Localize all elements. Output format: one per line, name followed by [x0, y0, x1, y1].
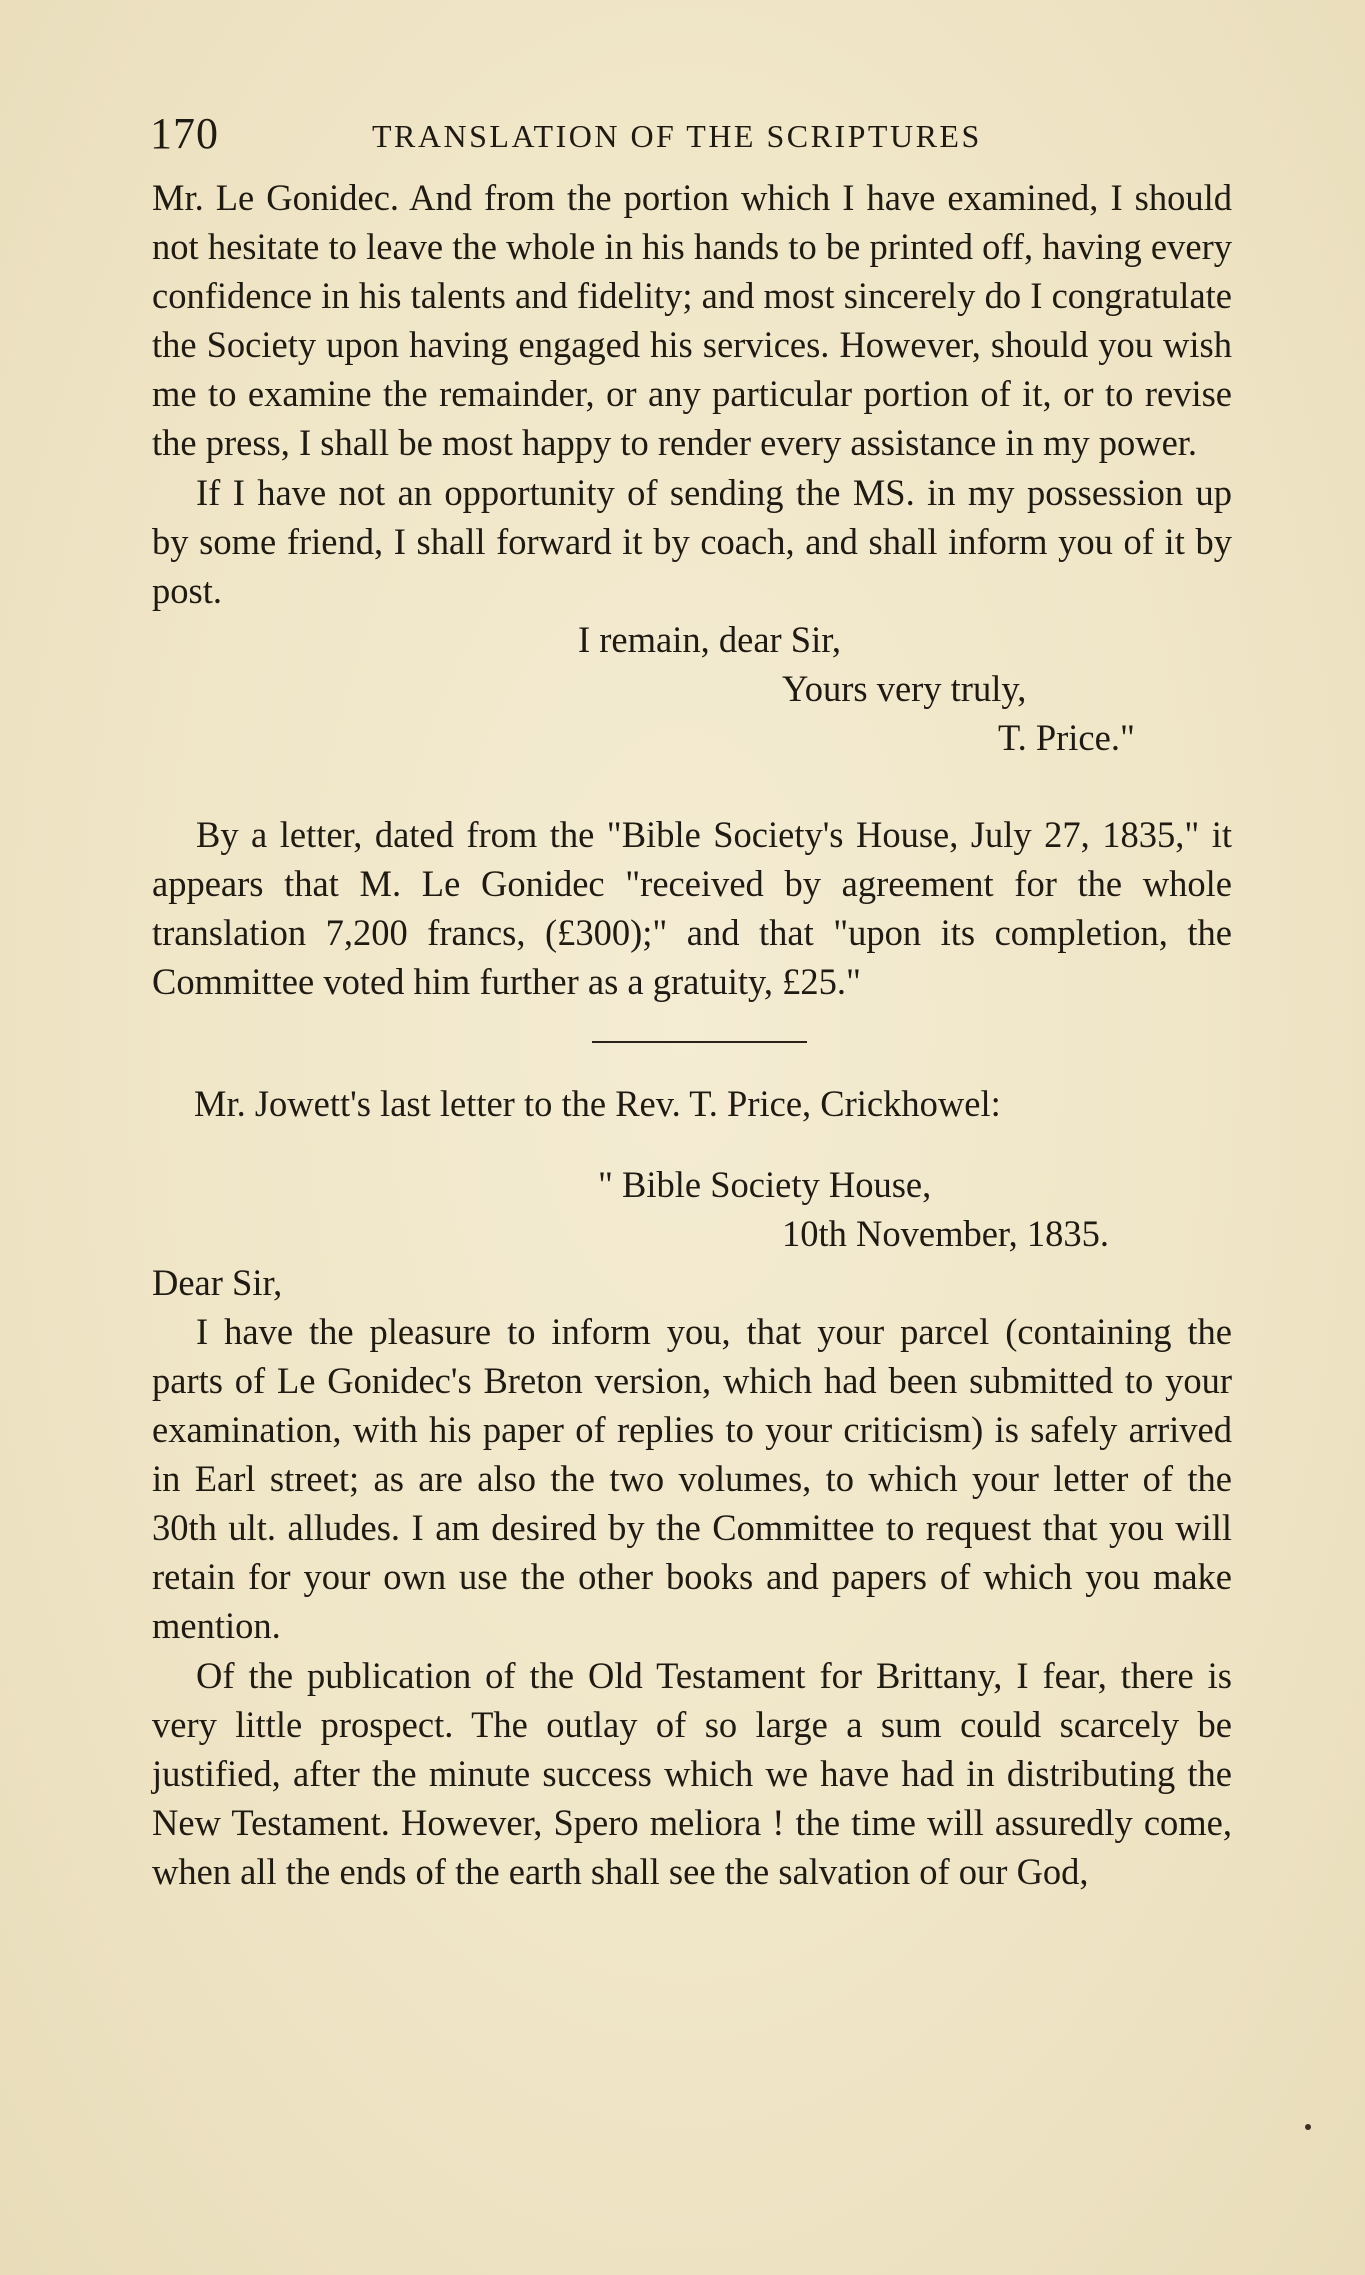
letter2-intro: Mr. Jowett's last letter to the Rev. T. Price, Crickhowel: [194, 1082, 1001, 1124]
running-head: TRANSLATION OF THE SCRIPTURES [372, 118, 982, 154]
narrative-paragraph: By a letter, dated from the "Bible Society's House, July 27, 1835," it appears that M. Le Gonidec "received by agreement for the whole translation 7,200 francs, (£300);" and that "upon its completion, the Committee voted him further as a gratuity, £25." [152, 814, 1232, 1003]
letter2-address-line-2: 10th November, 1835. [782, 1212, 1109, 1254]
page-body [152, 173, 1232, 1896]
page-header [150, 108, 1230, 158]
letter2-salutation: Dear Sir, [152, 1261, 283, 1303]
letter1-paragraph-1: Mr. Le Gonidec. And from the portion which I have examined, I should not hesitate to leave the whole in his hands to be printed off, having every confidence in his talents and fidelity; and most sincerely do I congratulate the Society upon having engaged his services. However, should you wish me to examine the remainder, or any particular portion of it, or to revise the press, I shall be most happy to render every assistance in my power. [152, 177, 1232, 464]
section-divider [152, 1007, 1232, 1079]
letter1-valediction: Yours very truly, [782, 667, 1027, 709]
letter2-paragraph-2: Of the publication of the Old Testament for Brittany, I fear, there is very little prospect. The outlay of so large a sum could scarcely be justified, after the minute success which we have had in distributing the New Testament. However, Spero meliora ! the time will assuredly come, when all the ends of the earth shall see the salvation of our God, [152, 1654, 1232, 1892]
spacer [152, 762, 1232, 810]
spacer [152, 1128, 1232, 1160]
letter2-address-line-1: " Bible Society House, [598, 1163, 932, 1205]
page-number: 170 [150, 109, 219, 158]
letter1-closing: I remain, dear Sir, [578, 618, 842, 660]
margin-mark [1305, 2124, 1311, 2130]
horizontal-rule [592, 1041, 807, 1043]
letter2-paragraph-1: I have the pleasure to inform you, that your parcel (containing the parts of Le Gonidec's Breton version, which had been submitted to your examination, with his paper of replies to your criticism) is safely arrived in Earl street; as are also the two volumes, to which your letter of the 30th ult. alludes. I am desired by the Committee to request that you will retain for your own use the other books and papers of which you make mention. [152, 1310, 1232, 1647]
letter1-signature: T. Price." [998, 717, 1135, 759]
letter1-paragraph-2: If I have not an opportunity of sending the MS. in my possession up by some friend, I shall forward it by coach, and shall inform you of it by post. [152, 471, 1232, 611]
